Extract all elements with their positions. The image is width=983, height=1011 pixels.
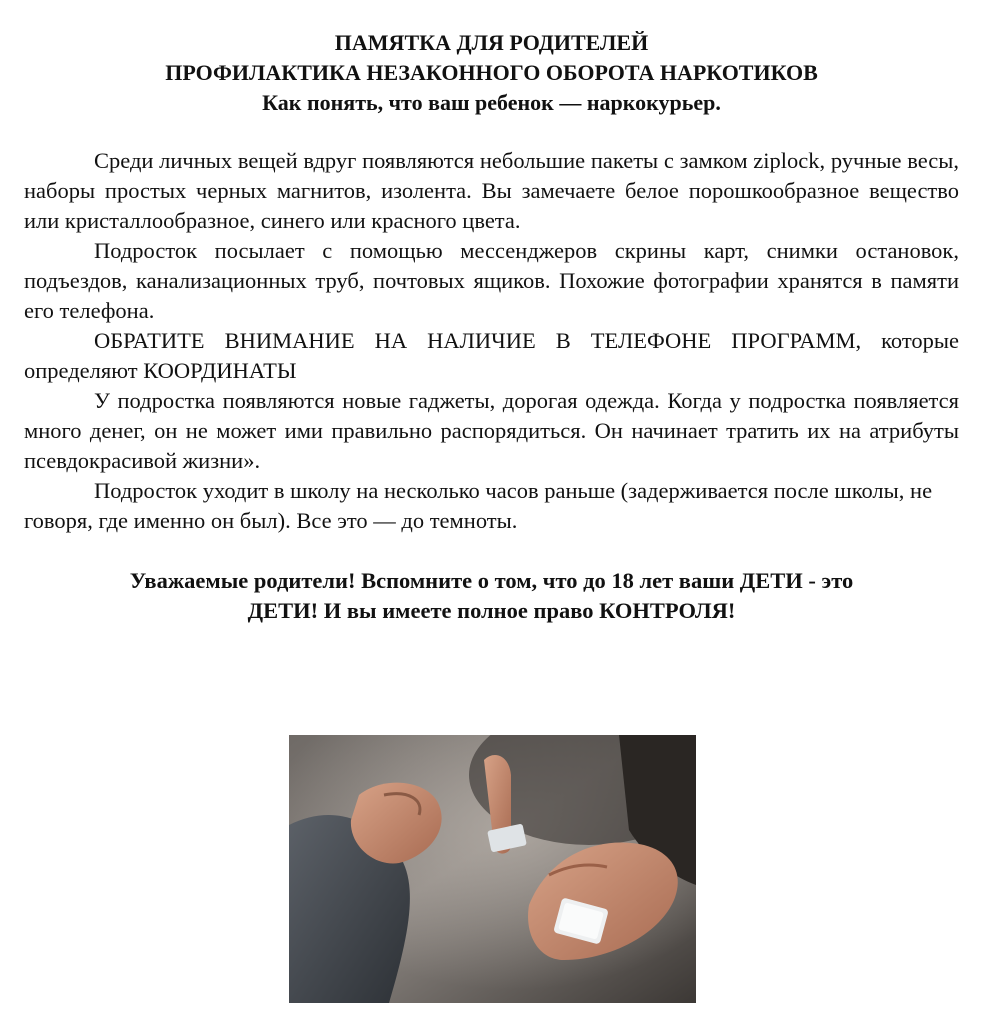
paragraph-gadgets: У подростка появляются новые гаджеты, дорогая одежда. Когда у подростка появляется много денег, он не может ими правильно распорядиться. Он начинает тратить их на атрибуты псевдокрасивой жизни». [24, 388, 959, 473]
memo-subtitle: Как понять, что ваш ребенок — наркокурьер. [262, 90, 721, 115]
document-page [24, 28, 959, 626]
paragraph-attention: ОБРАТИТЕ ВНИМАНИЕ НА НАЛИЧИЕ В ТЕЛЕФОНЕ ПРОГРАММ, которые определяют КООРДИНАТЫ [24, 328, 959, 383]
parents-appeal [24, 566, 959, 626]
memo-subject: ПРОФИЛАКТИКА НЕЗАКОННОГО ОБОРОТА НАРКОТИКОВ [165, 60, 818, 85]
illustration-photo [289, 735, 696, 1003]
document-header [24, 28, 959, 118]
appeal-line-1: Уважаемые родители! Вспомните о том, что до 18 лет ваши ДЕТИ - это [129, 568, 854, 593]
memo-title: ПАМЯТКА ДЛЯ РОДИТЕЛЕЙ [334, 30, 649, 55]
paragraph-items: Среди личных вещей вдруг появляются небольшие пакеты с замком ziplock, ручные весы, наборы простых черных магнитов, изолента. Вы замечаете белое порошкообразное вещество или кристаллообразное, синего или красного цвета. [24, 148, 959, 233]
appeal-line-2: ДЕТИ! И вы имеете полное право КОНТРОЛЯ! [247, 598, 736, 623]
paragraph-messengers: Подросток посылает с помощью мессенджеров скрины карт, снимки остановок, подъездов, канализационных труб, почтовых ящиков. Похожие фотографии хранятся в памяти его телефона. [24, 238, 959, 323]
memo-body [24, 146, 959, 536]
paragraph-school: Подросток уходит в школу на несколько часов раньше (задерживается после школы, не говоря, где именно он был). Все это — до темноты. [24, 478, 933, 533]
hands-exchanging-packet-photo [289, 735, 696, 1003]
